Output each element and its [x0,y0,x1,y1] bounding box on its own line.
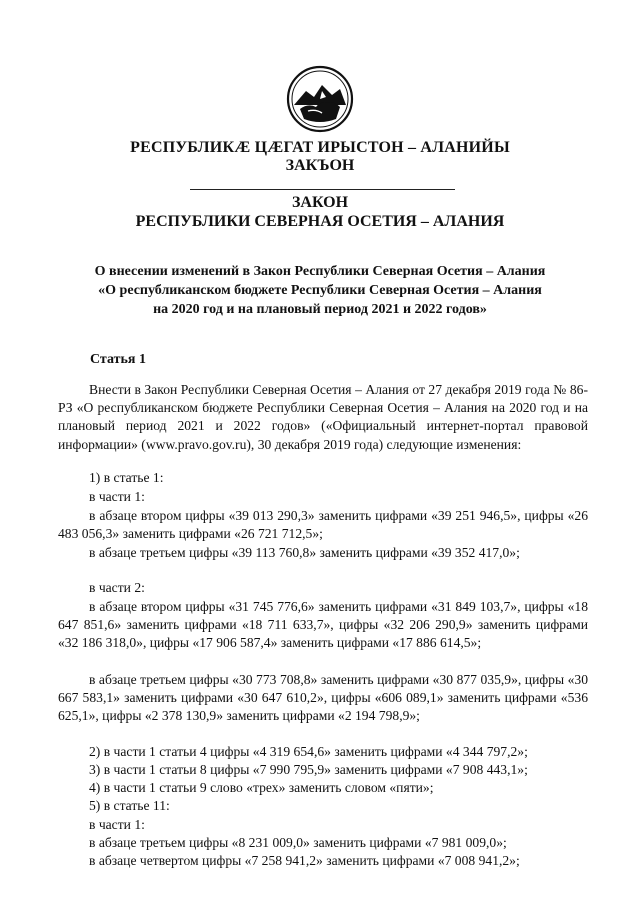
part-1-paragraph-2: в абзаце втором цифры «39 013 290,3» заменить цифрами «39 251 946,5», цифры «26 483 056,3» заменить цифрами «26 721 712,5»; [58,508,588,542]
document-title-line-2: «О республиканском бюджете Республики Северная Осетия – Алания [98,283,542,298]
part-2-paragraph-2: в абзаце втором цифры «31 745 776,6» заменить цифрами «31 849 103,7», цифры «18 647 851,6» заменить цифрами «18 711 633,7», цифры «32 206 290,9» заменить цифрами «32 186 318,0», цифры «17 906 587,4» заменить цифрами «17 886 614,5»; [58,599,588,651]
part-2-heading: в части 2: [89,580,145,595]
intro-paragraph: Внести в Закон Республики Северная Осетия – Алания от 27 декабря 2019 года № 86-РЗ «О республиканском бюджете Республики Северная Осетия – Алания на 2020 год и на плановый период 2021 и 2022 годов» («Официальный интернет-портал правовой информации» (www.pravo.gov.ru), 30 декабря 2019 года) следующие изменения: [58,382,588,452]
coat-of-arms-emblem [286,65,354,133]
item-4: 4) в части 1 статьи 9 слово «трех» заменить словом «пяти»; [89,780,434,795]
article-11-paragraph-4: в абзаце четвертом цифры «7 258 941,2» заменить цифрами «7 008 941,2»; [89,853,520,868]
part-1-paragraph-3: в абзаце третьем цифры «39 113 760,8» заменить цифрами «39 352 417,0»; [89,545,520,560]
item-2: 2) в части 1 статьи 4 цифры «4 319 654,6» заменить цифрами «4 344 797,2»; [89,744,528,759]
law-title: ЗАКОН [291,194,349,211]
document-title-line-3: на 2020 год и на плановый период 2021 и 2022 годов» [153,302,487,317]
ossetian-law-title: ЗАКЪОН [285,157,355,174]
article-11-paragraph-3: в абзаце третьем цифры «8 231 009,0» заменить цифрами «7 981 009,0»; [89,835,507,850]
item-1: 1) в статье 1: [89,470,164,485]
header-divider [190,189,455,190]
item-5: 5) в статье 11: [89,798,170,813]
part-1-heading: в части 1: [89,489,145,504]
part-2-paragraph-3: в абзаце третьем цифры «30 773 708,8» заменить цифрами «30 877 035,9», цифры «30 667 583,1» заменить цифрами «30 647 610,2», цифры «606 089,1» заменить цифрами «536 625,1», цифры «2 378 130,9» заменить цифрами «2 194 798,9»; [58,672,588,724]
ossetian-republic-title: РЕСПУБЛИКӔ ЦӔГАТ ИРЫСТОН – АЛАНИЙЫ [130,139,510,156]
document-title-line-1: О внесении изменений в Закон Республики Северная Осетия – Алания [94,264,546,279]
item-3: 3) в части 1 статьи 8 цифры «7 990 795,9» заменить цифрами «7 908 443,1»; [89,762,528,777]
part-1b-heading: в части 1: [89,817,145,832]
republic-title: РЕСПУБЛИКИ СЕВЕРНАЯ ОСЕТИЯ – АЛАНИЯ [135,213,505,230]
article-heading: Статья 1 [90,352,146,367]
